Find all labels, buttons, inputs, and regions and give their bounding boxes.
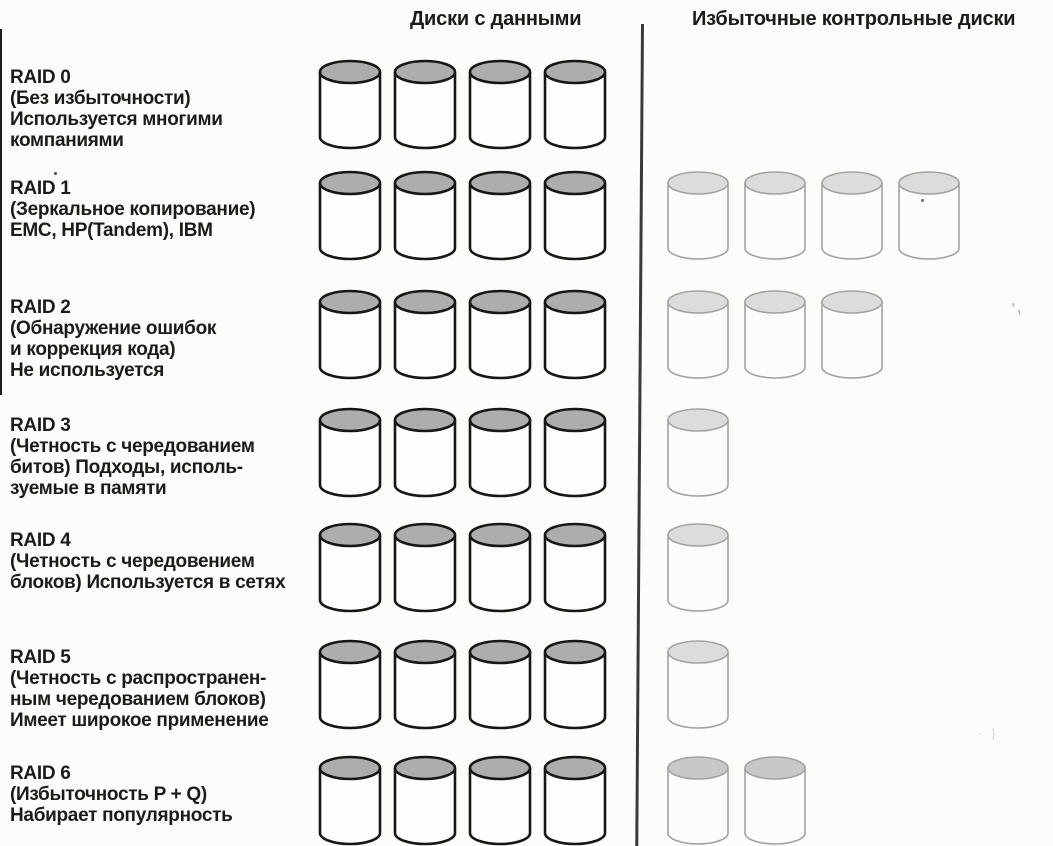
check-disk-icon — [665, 169, 731, 264]
raid-name: RAID 6 — [10, 763, 71, 784]
raid-description-line: (Обнаружение ошибок — [10, 318, 217, 339]
check-disks-column-header: Избыточные контрольные диски — [692, 8, 1016, 30]
raid-row — [0, 406, 1053, 502]
data-disk-icon — [317, 406, 383, 501]
data-disks-group — [317, 169, 608, 264]
raid-label — [10, 530, 315, 593]
data-disk-icon — [467, 406, 533, 501]
data-disks-group — [317, 58, 608, 153]
check-disk-icon — [742, 288, 808, 383]
raid-row — [0, 58, 1053, 154]
scan-artifact: · } — [978, 726, 999, 740]
data-disk-icon — [467, 58, 533, 153]
raid-row — [0, 521, 1053, 617]
raid-description-line: блоков) Используется в сетях — [10, 572, 286, 593]
check-disk-icon — [665, 638, 731, 733]
check-disk-icon — [665, 754, 731, 846]
data-disk-icon — [317, 58, 383, 153]
raid-description-line: (Без избыточности) — [10, 88, 191, 109]
data-disk-icon — [317, 638, 383, 733]
check-disk-icon — [819, 288, 885, 383]
raid-description-line: битов) Подходы, исполь- — [10, 457, 243, 478]
data-disks-group — [317, 521, 608, 616]
data-disk-icon — [542, 169, 608, 264]
data-disk-icon — [467, 288, 533, 383]
data-disk-icon — [542, 58, 608, 153]
raid-name: RAID 0 — [10, 67, 71, 88]
data-disk-icon — [467, 169, 533, 264]
data-disk-icon — [317, 521, 383, 616]
raid-label — [10, 178, 315, 241]
check-disk-icon — [665, 521, 731, 616]
raid-label — [10, 647, 315, 731]
check-disks-group — [665, 521, 731, 616]
raid-description-line: зуемые в памяти — [10, 478, 167, 499]
data-disks-group — [317, 638, 608, 733]
check-disk-icon — [819, 169, 885, 264]
data-disk-icon — [317, 169, 383, 264]
raid-description-line: Набирает популярность — [10, 805, 233, 826]
raid-name: RAID 5 — [10, 647, 71, 668]
check-disks-group — [665, 754, 808, 846]
data-disk-icon — [542, 521, 608, 616]
check-disk-icon — [665, 288, 731, 383]
raid-description-line: Не используется — [10, 360, 164, 381]
raid-description-line: EMC, HP(Tandem), IBM — [10, 220, 213, 241]
raid-description-line: ным чередованием блоков) — [10, 689, 266, 710]
data-disk-icon — [392, 521, 458, 616]
data-disk-icon — [542, 288, 608, 383]
data-disk-icon — [542, 406, 608, 501]
data-disk-icon — [542, 638, 608, 733]
raid-description-line: Используется многими — [10, 109, 223, 130]
raid-description-line: (Четность с распространен- — [10, 668, 267, 689]
data-disk-icon — [317, 288, 383, 383]
data-disk-icon — [467, 638, 533, 733]
check-disks-group — [665, 638, 731, 733]
raid-label — [10, 415, 315, 499]
check-disks-group — [665, 406, 731, 501]
data-disk-icon — [317, 754, 383, 846]
raid-label — [10, 67, 315, 151]
raid-description-line: (Четность с чередовением — [10, 551, 255, 572]
data-disk-icon — [392, 58, 458, 153]
check-disks-group — [665, 169, 962, 264]
data-disk-icon — [392, 638, 458, 733]
data-disk-icon — [542, 754, 608, 846]
scan-artifact: ’, — [1010, 299, 1023, 318]
raid-label — [10, 763, 315, 826]
raid-description-line: и коррекция кода) — [10, 339, 176, 360]
data-disk-icon — [392, 288, 458, 383]
check-disk-icon — [896, 169, 962, 264]
check-disk-icon — [665, 406, 731, 501]
raid-description-line: (Избыточность P + Q) — [10, 784, 207, 805]
raid-name: RAID 1 — [10, 178, 71, 199]
data-disks-group — [317, 288, 608, 383]
raid-name: RAID 2 — [10, 297, 71, 318]
raid-description-line: (Четность с чередованием — [10, 436, 255, 457]
data-disk-icon — [392, 754, 458, 846]
raid-description-line: (Зеркальное копирование) — [10, 199, 256, 220]
raid-name: RAID 3 — [10, 415, 71, 436]
data-disks-group — [317, 754, 608, 846]
data-disks-group — [317, 406, 608, 501]
raid-label — [10, 297, 315, 381]
check-disk-icon — [742, 169, 808, 264]
data-disk-icon — [392, 169, 458, 264]
raid-row — [0, 288, 1053, 384]
check-disks-group — [665, 288, 885, 383]
raid-row — [0, 638, 1053, 734]
raid-name: RAID 4 — [10, 530, 71, 551]
data-disk-icon — [392, 406, 458, 501]
raid-row — [0, 169, 1053, 265]
check-disk-icon — [742, 754, 808, 846]
data-disks-column-header: Диски с данными — [410, 8, 582, 30]
raid-description-line: Имеет широкое применение — [10, 710, 269, 731]
data-disk-icon — [467, 754, 533, 846]
raid-row — [0, 754, 1053, 846]
raid-description-line: компаниями — [10, 130, 124, 151]
data-disk-icon — [467, 521, 533, 616]
